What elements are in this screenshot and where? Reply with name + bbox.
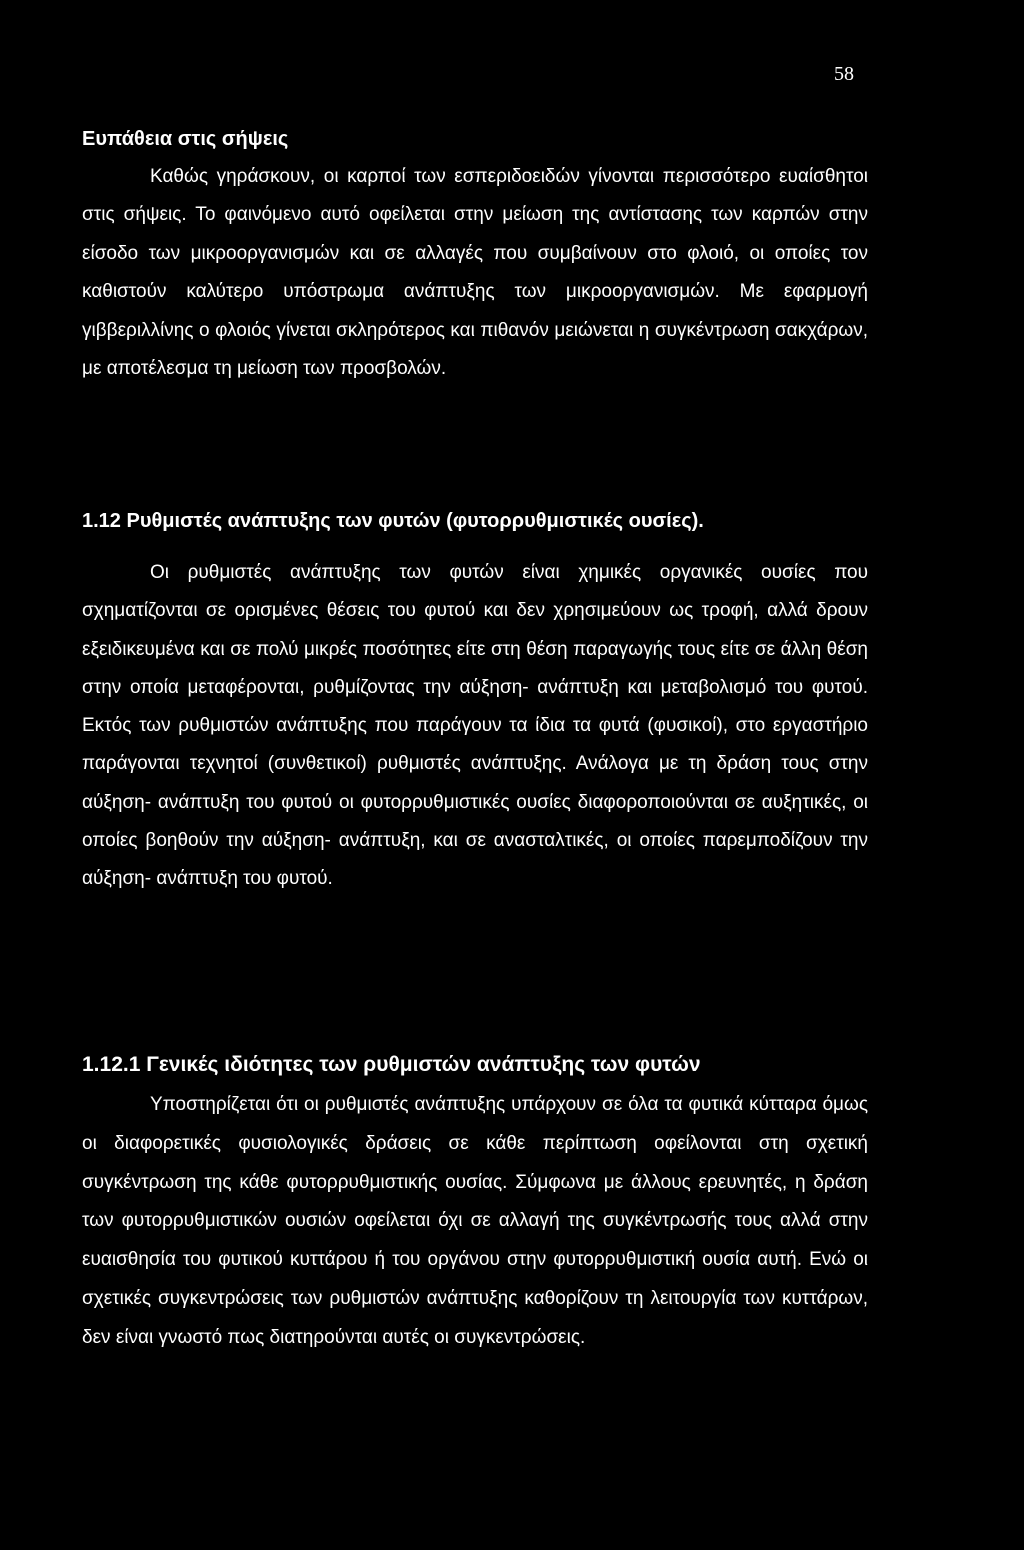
paragraph-growth-regulators: Οι ρυθμιστές ανάπτυξης των φυτών είναι χημικές οργανικές ουσίες που σχηματίζονται σε ορισμένες θέσεις του φυτού και δεν χρησιμεύουν ως τροφή, αλλά δρουν εξειδικευμένα και σε πολύ μικρές ποσότητες είτε στη θέση παραγωγής τους είτε σε άλλη θέση στην οποία μεταφέρονται, ρυθμίζοντας την αύξηση- ανάπτυξη και μεταβολισμό του φυτού. Εκτός των ρυθμιστών ανάπτυξης που παράγουν τα ίδια τα φυτά (φυσικοί), στο εργαστήριο παράγονται τεχνητοί (συνθετικοί) ρυθμιστές ανάπτυξης. Ανάλογα με τη δράση τους στην αύξηση- ανάπτυξη του φυτού οι φυτορρυθμιστικές ουσίες διαφοροποιούνται σε αυξητικές, οι οποίες βοηθούν την αύξηση- ανάπτυξη, και σε ανασταλτικές, οι οποίες παρεμποδίζουν την αύξηση- ανάπτυξη του φυτού. bbox=[82, 562, 868, 890]
page-number: 58 bbox=[834, 63, 854, 85]
section-heading-growth-regulators: 1.12 Ρυθμιστές ανάπτυξης των φυτών (φυτορρυθμιστικές ουσίες). bbox=[82, 510, 704, 532]
paragraph-general-properties: Υποστηρίζεται ότι οι ρυθμιστές ανάπτυξης υπάρχουν σε όλα τα φυτικά κύτταρα όμως οι διαφορετικές φυσιολογικές δράσεις σε κάθε περίπτωση οφείλονται στη σχετική συγκέντρωση της κάθε φυτορρυθμιστικής ουσίας. Σύμφωνα με άλλους ερευνητές, η δράση των φυτορρυθμιστικών ουσιών οφείλεται όχι σε αλλαγή της συγκέντρωσής τους αλλά στην ευαισθησία του φυτικού κυττάρου ή του οργάνου στην φυτορρυθμιστική ουσία αυτή. Ενώ οι σχετικές συγκεντρώσεις των ρυθμιστών ανάπτυξης καθορίζουν τη λειτουργία των κυττάρων, δεν είναι γνωστό πως διατηρούνται αυτές οι συγκεντρώσεις. bbox=[82, 1094, 868, 1348]
section-heading-general-properties: 1.12.1 Γενικές ιδιότητες των ρυθμιστών ανάπτυξης των φυτών bbox=[82, 1053, 701, 1076]
paragraph-rot-susceptibility: Καθώς γηράσκουν, οι καρποί των εσπεριδοειδών γίνονται περισσότερο ευαίσθητοι στις σήψεις. Το φαινόμενο αυτό οφείλεται στην μείωση της αντίστασης των καρπών στην είσοδο των μικροοργανισμών και σε αλλαγές που συμβαίνουν στο φλοιό, οι οποίες τον καθιστούν καλύτερο υπόστρωμα ανάπτυξης των μικροοργανισμών. Με εφαρμογή γιββεριλλίνης ο φλοιός γίνεται σκληρότερος και πιθανόν μειώνεται η συγκέντρωση σακχάρων, με αποτέλεσμα τη μείωση των προσβολών. bbox=[82, 166, 868, 380]
section-heading-rot-susceptibility: Ευπάθεια στις σήψεις bbox=[82, 128, 289, 150]
